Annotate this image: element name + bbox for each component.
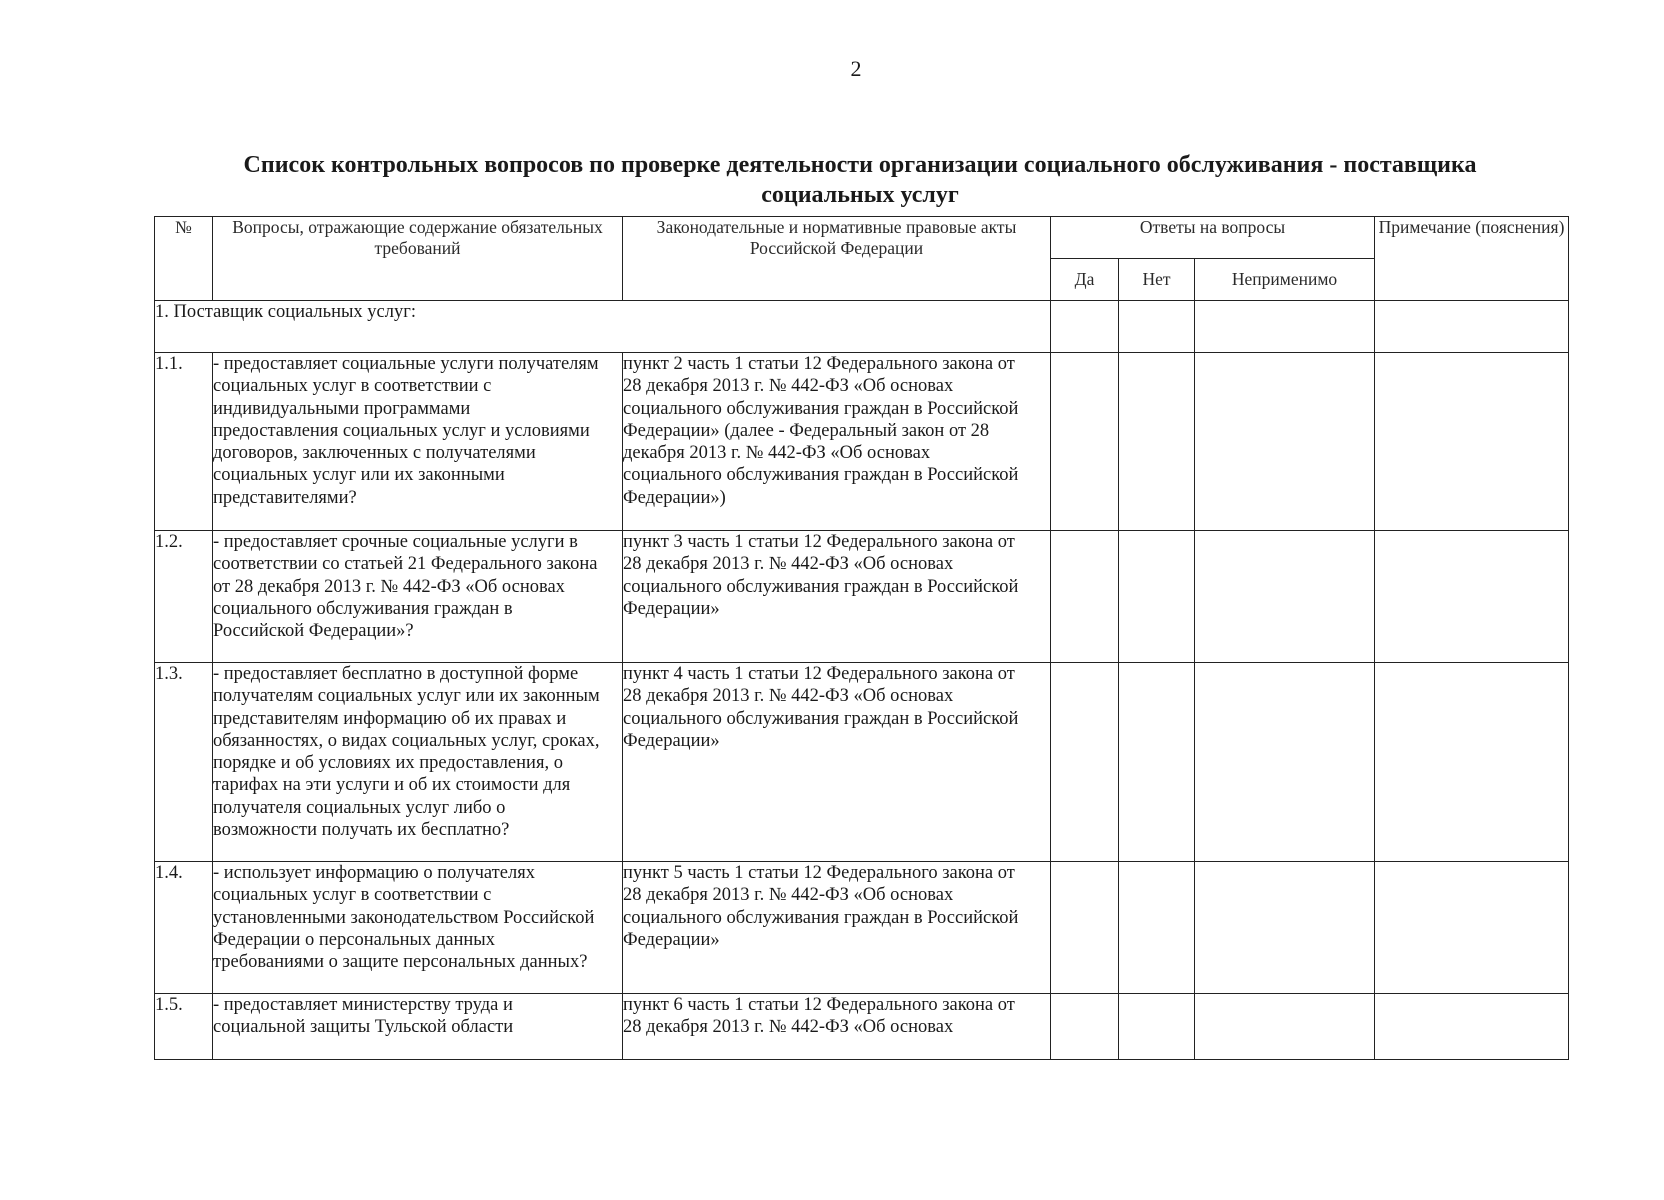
answer-no-cell <box>1119 663 1195 862</box>
answer-na-cell <box>1195 994 1375 1060</box>
row-question-text: - использует информацию о получателях социальных услуг в соответствии с установленными законодательством Российской Федерации о персональных данных требованиями о защите персональных данных? <box>213 863 595 973</box>
note-cell <box>1375 994 1569 1060</box>
section-row <box>155 301 1569 353</box>
answer-no-cell <box>1119 353 1195 531</box>
answer-yes-cell <box>1051 301 1119 353</box>
answer-na-cell <box>1195 531 1375 663</box>
row-question <box>213 353 623 531</box>
answer-no-cell <box>1119 862 1195 994</box>
note-cell <box>1375 301 1569 353</box>
row-law-text: пункт 2 часть 1 статьи 12 Федерального закона от 28 декабря 2013 г. № 442-ФЗ «Об основах социального обслуживания граждан в Российской Федерации» (далее - Федеральный закон от 28 декабря 2013 г. № 442-ФЗ «Об основах социального обслуживания граждан в Российской Федерации») <box>623 354 1019 508</box>
table-body <box>155 301 1569 1060</box>
row-law <box>623 353 1051 531</box>
row-question-text: - предоставляет министерству труда и социальной защиты Тульской области <box>213 995 514 1038</box>
row-question-text: - предоставляет срочные социальные услуги в соответствии со статьей 21 Федерального закона от 28 декабря 2013 г. № 442-ФЗ «Об основах социального обслуживания граждан в Российской Федерации»? <box>213 532 598 642</box>
checklist-table <box>154 216 1569 1060</box>
row-number: 1.2. <box>155 531 213 663</box>
row-question <box>213 663 623 862</box>
table-row <box>155 531 1569 663</box>
row-question <box>213 531 623 663</box>
header-law: Законодательные и нормативные правовые акты Российской Федерации <box>623 217 1051 301</box>
row-number: 1.1. <box>155 353 213 531</box>
row-law <box>623 862 1051 994</box>
header-question: Вопросы, отражающие содержание обязательных требований <box>213 217 623 301</box>
row-law-text: пункт 4 часть 1 статьи 12 Федерального закона от 28 декабря 2013 г. № 442-ФЗ «Об основах социального обслуживания граждан в Российской Федерации» <box>623 664 1019 751</box>
row-number: 1.4. <box>155 862 213 994</box>
header-note: Примечание (пояснения) <box>1375 217 1569 301</box>
answer-na-cell <box>1195 862 1375 994</box>
header-answer-no: Нет <box>1119 259 1195 301</box>
row-law-text: пункт 5 часть 1 статьи 12 Федерального закона от 28 декабря 2013 г. № 442-ФЗ «Об основах социального обслуживания граждан в Российской Федерации» <box>623 863 1019 950</box>
answer-no-cell <box>1119 301 1195 353</box>
answer-na-cell <box>1195 663 1375 862</box>
table-row <box>155 862 1569 994</box>
table-row <box>155 353 1569 531</box>
answer-na-cell <box>1195 353 1375 531</box>
row-question-text: - предоставляет бесплатно в доступной форме получателям социальных услуг или их законным представителям информацию об их правах и обязанностях, о видах социальных услуг, сроках, порядке и об условиях их предоставления, о тарифах на эти услуги и об их стоимости для получателя социальных услуг либо о возможности получать их бесплатно? <box>213 664 600 841</box>
note-cell <box>1375 862 1569 994</box>
page-number: 2 <box>850 56 862 81</box>
row-number: 1.5. <box>155 994 213 1060</box>
answer-yes-cell <box>1051 531 1119 663</box>
section-label: 1. Поставщик социальных услуг: <box>155 301 1051 353</box>
table-row <box>155 994 1569 1060</box>
answer-yes-cell <box>1051 663 1119 862</box>
header-answer-yes: Да <box>1051 259 1119 301</box>
answer-yes-cell <box>1051 862 1119 994</box>
table-header <box>155 217 1569 301</box>
note-cell <box>1375 531 1569 663</box>
row-question-text: - предоставляет социальные услуги получателям социальных услуг в соответствии с индивидуальными программами предоставления социальных услуг и условиями договоров, заключенных с получателями социальных услуг или их законными представителями? <box>213 354 599 508</box>
answer-yes-cell <box>1051 353 1119 531</box>
answer-no-cell <box>1119 994 1195 1060</box>
header-number: № <box>155 217 213 301</box>
note-cell <box>1375 353 1569 531</box>
row-number: 1.3. <box>155 663 213 862</box>
row-law-text: пункт 3 часть 1 статьи 12 Федерального закона от 28 декабря 2013 г. № 442-ФЗ «Об основах социального обслуживания граждан в Российской Федерации» <box>623 532 1019 619</box>
note-cell <box>1375 663 1569 862</box>
row-question <box>213 862 623 994</box>
row-law <box>623 531 1051 663</box>
answer-yes-cell <box>1051 994 1119 1060</box>
document-title: Список контрольных вопросов по проверке деятельности организации социального обслуживания - поставщика социальных услуг <box>243 152 1477 208</box>
row-question <box>213 994 623 1060</box>
header-answer-na: Неприменимо <box>1195 259 1375 301</box>
header-answers: Ответы на вопросы <box>1051 217 1375 259</box>
row-law <box>623 663 1051 862</box>
answer-no-cell <box>1119 531 1195 663</box>
answer-na-cell <box>1195 301 1375 353</box>
table-row <box>155 663 1569 862</box>
row-law <box>623 994 1051 1060</box>
row-law-text: пункт 6 часть 1 статьи 12 Федерального закона от 28 декабря 2013 г. № 442-ФЗ «Об основах <box>623 995 1015 1038</box>
